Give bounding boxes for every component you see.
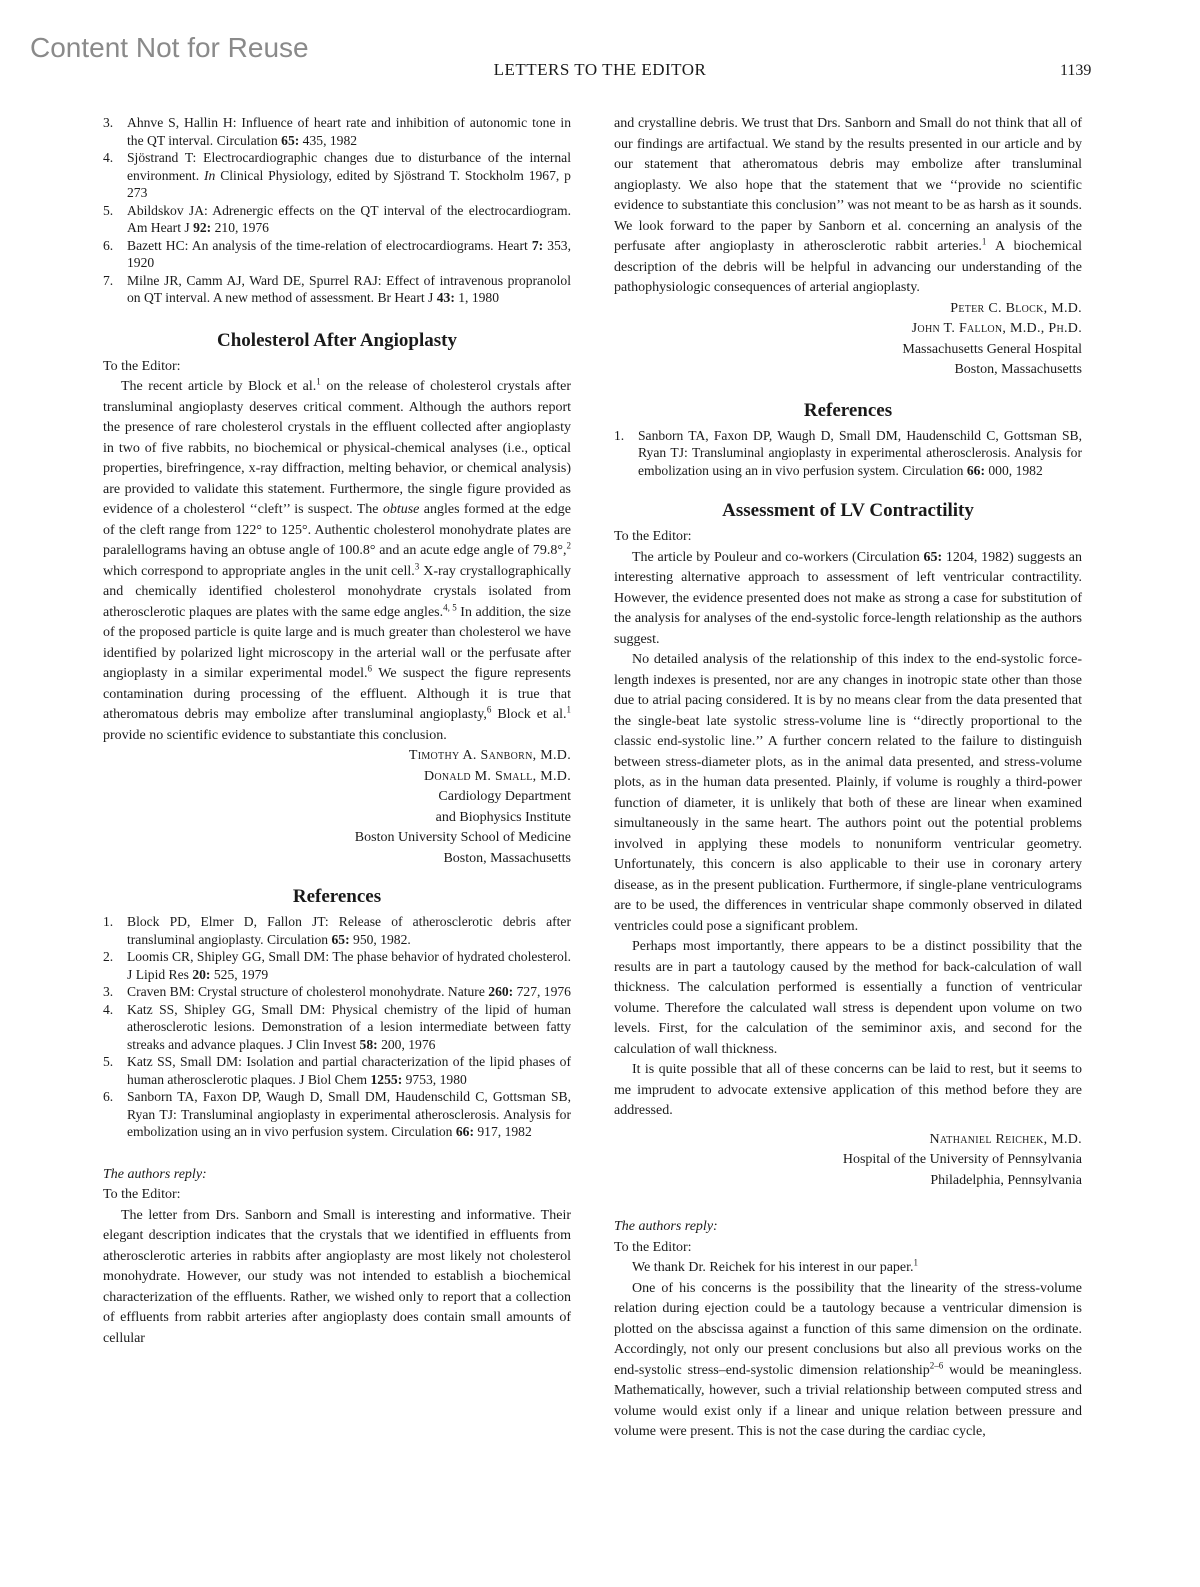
author-name: Donald M. Small, M.D. [423, 768, 571, 784]
reply-signature [614, 299, 1082, 381]
text-run: Sjöstrand T: Electrocardiographic changes due to disturbance of the internal environment. [127, 150, 571, 183]
affiliation-line: Philadelphia, Pennsylvania [930, 1172, 1082, 1188]
text-run: A biochemical description of the debris will be helpful in advancing our understanding of the pathophysiologic consequences of arterial angioplasty. [614, 239, 1082, 295]
paragraph [103, 377, 571, 746]
author-name: Nathaniel Reichek, M.D. [929, 1131, 1082, 1147]
reference-text [638, 427, 1082, 480]
citation-superscript: 2 [566, 540, 571, 551]
citation-superscript: 2–6 [929, 1359, 944, 1370]
watermark: Content Not for Reuse [30, 32, 309, 63]
reference-item [103, 1053, 571, 1088]
reference-text [127, 149, 571, 202]
reference-item [103, 983, 571, 1001]
text-run: We thank Dr. Reichek for his interest in our paper. [632, 1260, 914, 1275]
reference-number: 3. [103, 115, 114, 130]
volume-number: 66: [455, 1124, 474, 1139]
reference-text [127, 1001, 571, 1054]
reference-item [103, 913, 571, 948]
paragraph [614, 1279, 1082, 1443]
references-list [103, 913, 571, 1141]
reference-text [127, 1088, 571, 1141]
citation-superscript: 1 [981, 236, 987, 247]
reference-number: 4. [103, 150, 114, 165]
reference-item [103, 149, 571, 202]
reference-number: 7. [103, 272, 114, 288]
text-run: on the release of cholesterol crystals after transluminal angioplasty deserves critical comment. Although the authors report the presence of rare cholesterol crystals in the effluent collected after angioplasty in two of five rabbits, no biochemical or physical-chemical analyses (i.e., optical properties, birefringence, x-ray diffraction, melting behavior, or chemical analysis) are provided to validate this statement. Furthermore, the single figure provided as evidence of a cholesterol ‘‘cleft’’ is suspect. The [103, 379, 571, 517]
text-run: 950, 1982. [349, 931, 411, 947]
reference-item [103, 948, 571, 983]
affiliation-line: Cardiology Department [438, 789, 571, 804]
volume-number: 65: [331, 931, 350, 947]
text-run: Sanborn TA, Faxon DP, Waugh D, Small DM, Haudenschild C, Gottsman SB, Ryan TJ: Transluminal angioplasty in experimental atherosclerosis. Analysis for embolization using an in vivo perfusion system. Circulation [638, 427, 1082, 478]
text-run: 210, 1976 [211, 220, 269, 235]
affiliation-line: Boston University School of Medicine [354, 830, 571, 845]
text-run: 525, 1979 [210, 966, 269, 982]
paragraph [614, 937, 1082, 1060]
text-run: Block et al. [491, 707, 567, 722]
volume-number: 260: [488, 984, 514, 999]
text-run: angles formed at the edge of the cleft range from 122° to 125°. Authentic cholesterol monohydrate plates are paralellograms having an obtuse angle of 100.8° and an acute edge angle of 79.8°, [103, 502, 572, 558]
text-run: 917, 1982 [473, 1124, 532, 1139]
citation-superscript: 1 [316, 376, 321, 387]
citation-superscript: 4, 5 [443, 601, 457, 612]
text-run: Milne JR, Camm AJ, Ward DE, Spurrel RAJ: Effect of intravenous propranolol on QT interval. A new method of assessment. Br Heart J [127, 272, 571, 305]
text-run: 9753, 1980 [402, 1071, 467, 1087]
text-run: X-ray crystallographically and chemically identified cholesterol monohydrate crystals isolated from atherosclerotic plaques are plates with the same edge angles. [103, 563, 571, 620]
reply-salutation: To the Editor: [614, 1239, 692, 1255]
volume-number: 7: [531, 237, 544, 253]
reference-item [614, 427, 1082, 480]
text-run: 000, 1982 [984, 462, 1043, 478]
text-run: 1204, 1982) suggests an interesting alternative approach to assessment of left ventricular contractility. However, the evidence presented does not make as strong a case for substitution of the analysis for analyses of the end-systolic force-length relationship as the authors suggest. [614, 549, 1083, 647]
running-head: LETTERS TO THE EDITOR [493, 60, 707, 79]
volume-number: 58: [359, 1036, 378, 1052]
affiliation-line: and Biophysics Institute [435, 809, 571, 825]
paragraph [103, 1206, 571, 1350]
volume-number: 20: [192, 966, 211, 982]
text-run: provide no scientific evidence to substantiate this conclusion. [103, 727, 447, 743]
reference-number: 1. [614, 427, 625, 443]
reference-number: 3. [103, 984, 114, 999]
text-run: The article by Pouleur and co-workers (Circulation [632, 549, 924, 565]
reference-number: 6. [103, 1089, 114, 1104]
volume-number: 66: [966, 462, 985, 478]
reference-item [103, 1088, 571, 1141]
text-run: 353, 1920 [127, 237, 572, 270]
reference-number: 4. [103, 1001, 114, 1017]
volume-number: 65: [923, 549, 943, 565]
article-title-cholesterol: Cholesterol After Angioplasty [217, 329, 457, 351]
previous-references [103, 114, 571, 307]
text-run: Craven BM: Crystal structure of cholesterol monohydrate. Nature [127, 984, 489, 999]
citation-superscript: 1 [566, 704, 572, 715]
reference-item [103, 1001, 571, 1054]
reply-continued [614, 114, 1082, 299]
reference-text [127, 913, 571, 948]
reply-body [103, 1206, 571, 1350]
text-run: 200, 1976 [377, 1036, 436, 1052]
volume-number: 92: [193, 220, 212, 235]
reference-number: 5. [103, 202, 114, 218]
reference-item [103, 237, 571, 272]
affiliation-line: Boston, Massachusetts [954, 362, 1082, 377]
text-run: 727, 1976 [513, 984, 571, 999]
italic-text: In [204, 167, 216, 183]
page-number: 1139 [1060, 62, 1092, 79]
right-column [614, 114, 1082, 1443]
text-run: The letter from Drs. Sanborn and Small is interesting and informative. Their elegant description indicates that the crystals that we identified in effluents from atherosclerotic arteries in rabbits after angioplasty are most likely not cholesterol monohydrate. However, our study was not intended to establish a biochemical characterization of the effluents. Rather, we wished only to report that a collection of effluents from rabbit arteries after angioplasty does contain small amounts of cellular [103, 1207, 571, 1346]
paragraph [614, 1258, 1082, 1279]
author-name: Timothy A. Sanborn, M.D. [408, 748, 571, 763]
text-run: Katz SS, Small DM: Isolation and partial characterization of the lipid phases of human atherosclerotic plaques. J Biol Chem [127, 1054, 571, 1087]
text-run: 435, 1982 [299, 132, 358, 148]
authors-reply-label: The authors reply: [614, 1219, 718, 1234]
author-name: John T. Fallon, M.D., Ph.D. [911, 321, 1082, 336]
text-run: Bazett HC: An analysis of the time-relation of electrocardiograms. Heart [127, 237, 532, 253]
reference-number: 5. [103, 1054, 114, 1069]
volume-number: 65: [281, 132, 300, 148]
volume-number: 43: [436, 290, 455, 305]
text-run: Sanborn TA, Faxon DP, Waugh D, Small DM, Haudenschild C, Gottsman SB, Ryan TJ: Transluminal angioplasty in experimental atherosclerosis. Analysis for embolization using an in vivo perfusion system. Circulation [127, 1089, 571, 1139]
text-run: We suspect the figure represents contamination during processing of the effluent. Although it is true that atheromatous debris may embolize after transluminal angioplasty, [103, 666, 571, 722]
reference-number: 2. [103, 949, 114, 964]
reference-text [127, 948, 571, 983]
reference-text [127, 272, 571, 307]
text-run: In addition, the size of the proposed particle is quite large and is much greater than cholesterol we have identified by polarized light microscopy in the arterial wall or the perfusate after angioplasty in a similar experimental model. [103, 604, 571, 681]
text-run: No detailed analysis of the relationship of this index to the end-systolic force-length indexes is presented, nor are any changes in inotropic state other than those due to atrial pacing considered. It is by no means clear from the data presented that the single-beat late systolic stress-volume line is ‘‘directly proportional to the classic end-systolic line.’’ A further concern related to the failure to distinguish between stress-diameter plots, as in the animal data presented, and stress-volume plots, as in the human data presented. Plainly, if volume is roughly a third-power function of diameter, it is unlikely that both of these are linear when examined simultaneously in the same heart. The authors point out the potential problems involved in applying these models to nonuniform ventricular geometry. Unfortunately, this concern is also applicable to their use in coronary artery disease, as in the present publication. Furthermore, if single-plane ventriculograms are to be used, the differences in ventricular shape commonly observed in dilated ventricles could pose a significant problem. [614, 652, 1082, 934]
text-run: Clinical Physiology, edited by Sjöstrand T. Stockholm 1967, p 273 [127, 167, 571, 200]
authors-reply-label: The authors reply: [103, 1166, 207, 1182]
text-run: Ahnve S, Hallin H: Influence of heart rate and inhibition of autonomic tone in the QT interval. Circulation [127, 115, 571, 148]
reply-body [614, 1258, 1082, 1443]
reference-number: 1. [103, 914, 114, 929]
reference-number: 6. [103, 237, 114, 253]
signature [103, 746, 571, 869]
reference-text [127, 1053, 571, 1088]
paragraph [614, 1060, 1082, 1122]
article-title-lv-contractility: Assessment of LV Contractility [722, 500, 974, 521]
affiliation-line: Hospital of the University of Pennsylvania [842, 1152, 1082, 1167]
text-run: Loomis CR, Shipley GG, Small DM: The phase behavior of hydrated cholesterol. J Lipid Res [127, 949, 571, 982]
salutation: To the Editor: [614, 529, 692, 544]
italic-text: obtuse [382, 502, 420, 517]
reference-text [127, 237, 571, 272]
paragraph [614, 548, 1082, 651]
text-run: Perhaps most importantly, there appears to be a distinct possibility that the results are in part a tautology caused by the method for back-calculation of wall thickness. The calculation performed is essentially a function of ventricular volume. Therefore the calculated wall stress is dependent upon volume on two levels. First, for the calculation of the semiminor axis, and second for the calculation of wall thickness. [614, 939, 1082, 1057]
letter-body [103, 377, 571, 746]
text-run: One of his concerns is the possibility that the linearity of the stress-volume relation during ejection could be a tautology because a ventricular dimension is plotted on the abscissa against a function of this same dimension on the ordinate. Accordingly, not only our present conclusions but also all previous works on the end-systolic stress–end-systolic dimension relationship [614, 1280, 1082, 1378]
signature [614, 1130, 1082, 1192]
text-run: Block PD, Elmer D, Fallon JT: Release of atherosclerotic debris after transluminal angioplasty. Circulation [127, 914, 571, 947]
left-column [103, 114, 571, 1349]
reference-text [127, 983, 571, 1001]
citation-superscript: 3 [414, 560, 420, 571]
affiliation-line: Massachusetts General Hospital [902, 341, 1082, 357]
text-run: would be meaningless. Mathematically, however, such a trivial relationship between computed stress and volume would exist only if a linear and unique relation between pressure and volume were present. This is not the case during the cardiac cycle, [614, 1362, 1082, 1439]
references-heading: References [292, 886, 382, 907]
volume-number: 1255: [370, 1071, 403, 1087]
text-run: 1, 1980 [454, 290, 500, 305]
text-run: The recent article by Block et al. [121, 379, 317, 394]
paragraph [614, 114, 1082, 299]
reference-text [127, 114, 571, 149]
text-run: and crystalline debris. We trust that Drs. Sanborn and Small do not think that all of our findings are artifactual. We stand by the results presented in our article and by our statement that atheromatous debris may embolize after transluminal angioplasty. We also hope that the statement that we ‘‘provide no scientific evidence to substantiate this conclusion’’ was not meant to be as harsh as it sounds. We look forward to the paper by Sanborn et al. concerning an analysis of the perfusate after angioplasty in atherosclerotic rabbit arteries. [614, 116, 1082, 254]
text-run: which correspond to appropriate angles in the unit cell. [103, 563, 415, 579]
affiliation-line: Boston, Massachusetts [443, 850, 571, 866]
salutation: To the Editor: [103, 358, 181, 374]
citation-superscript: 6 [367, 663, 373, 674]
reference-item [103, 272, 571, 307]
references-heading: References [803, 399, 893, 421]
letter-body [614, 548, 1082, 1122]
author-name: Peter C. Block, M.D. [950, 300, 1082, 316]
reference-text [127, 202, 571, 237]
reference-item [103, 114, 571, 149]
text-run: It is quite possible that all of these concerns can be laid to rest, but it seems to me imprudent to advocate extensive application of this method before they are addressed. [614, 1062, 1082, 1118]
references-list [614, 427, 1082, 480]
reference-item [103, 202, 571, 237]
text-run: Abildskov JA: Adrenergic effects on the QT interval of the electrocardiogram. Am Heart J [127, 202, 571, 235]
reply-salutation: To the Editor: [103, 1187, 181, 1202]
citation-superscript: 1 [913, 1257, 919, 1268]
citation-superscript: 6 [486, 704, 492, 715]
paragraph [614, 650, 1082, 937]
text-run: Katz SS, Shipley GG, Small DM: Physical chemistry of the lipid of human atherosclerotic lesions. Demonstration of a lesion intermediate between fatty streaks and advance plaques. J Clin Invest [127, 1001, 571, 1052]
